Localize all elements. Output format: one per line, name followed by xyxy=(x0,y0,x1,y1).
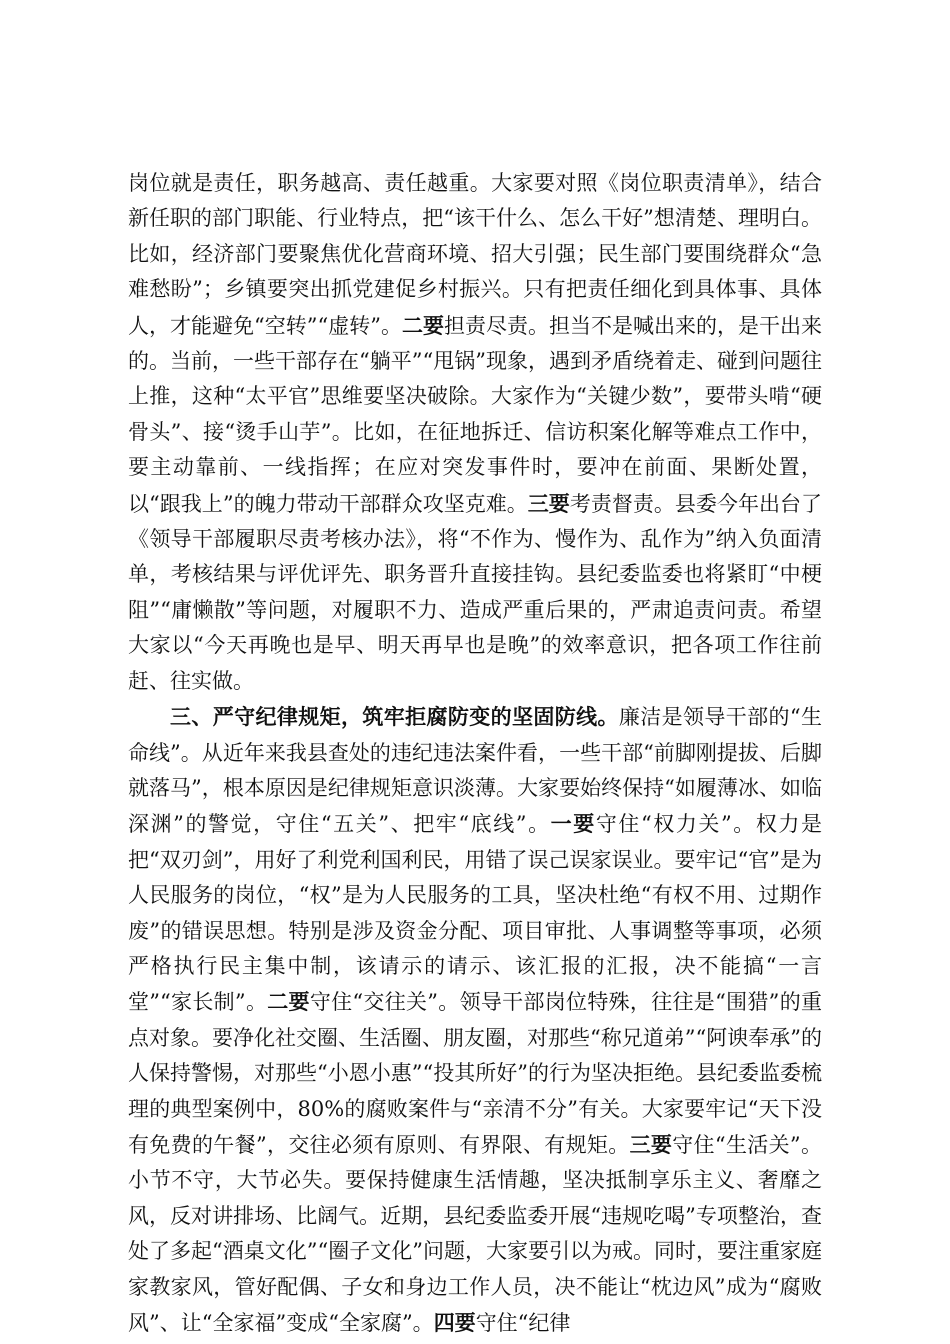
paragraph-2 xyxy=(128,699,822,1341)
paragraph-1-bold-2: 二要 xyxy=(401,312,444,338)
paragraph-1-bold-4: 三要 xyxy=(527,490,570,516)
paragraph-1-text-3: 担责尽责。担当不是喊出来的，是干出来的。当前，一些干部存在“躺平”“甩锅”现象，遇到矛盾绕着走、碰到问题往上推，这种“太平官”思维要坚决破除。大家作为“关键少数”，要带头啃“硬骨头”、接“烫手山芋”。比如，在征地拆迁、信访积案化解等难点工作中，要主动靠前、一线指挥；在应对突发事件时，要冲在前面、果断处置，以“跟我上”的魄力带动干部群众攻坚克难。 xyxy=(128,313,823,516)
paragraph-2-text-6: 守住“交往关”。领导干部岗位特殊，往往是“围猎”的重点对象。要净化社交圈、生活圈、朋友圈，对那些“称兄道弟”“阿谀奉承”的人保持警惕，对那些“小恩小惠”“投其所好”的行为坚决拒绝。县纪委监委梳理的典型案例中，80%的腐败案件与“亲清不分”有关。大家要牢记“天下没有免费的午餐”，交往必须有原则、有界限、有规矩。 xyxy=(128,990,822,1157)
paragraph-2-text-8: 守住“生活关”。小节不守，大节必失。要保持健康生活情趣，坚决抵制享乐主义、奢靡之风，反对讲排场、比阔气。近期，县纪委监委开展“违规吃喝”专项整治，查处了多起“酒桌文化”“圈子文化”问题，大家要引以为戒。同时，要注重家庭家教家风，管好配偶、子女和身边工作人员，决不能让“枕边风”成为“腐败风”、让“全家福”变成“全家腐”。 xyxy=(128,1132,822,1335)
paragraph-2-bold-9: 四要 xyxy=(433,1310,476,1335)
paragraph-2-bold-7: 三要 xyxy=(629,1131,673,1157)
paragraph-2-text-4: 守住“权力关”。权力是把“双刃剑”，用好了利党利国利民，用错了误己误家误业。要牢记“官”是为人民服务的岗位，“权”是为人民服务的工具，坚决杜绝“有权不用、过期作废”的错误思想。特别是涉及资金分配、项目审批、人事调整等事项，必须严格执行民主集中制，该请示的请示、该汇报的汇报，决不能搞“一言堂”“家长制”。 xyxy=(128,812,823,1015)
paragraph-2-bold-5: 二要 xyxy=(267,989,310,1015)
document-page xyxy=(128,166,822,1341)
paragraph-1-text-1: 岗位就是责任，职务越高、责任越重。大家要对照《岗位职责清单》，结合新任职的部门职能、行业特点，把“该干什么、怎么干好”想清楚、理明白。比如，经济部门要聚焦优化营商环境、招大引强；民生部门要围绕群众“急难愁盼”；乡镇要突出抓党建促乡村振兴。只有把责任细化到具体事、具体人，才能避免“空转”“虚转”。 xyxy=(128,171,822,338)
paragraph-2-bold-3: 一要 xyxy=(550,811,596,837)
paragraph-2-text-10: 守住“纪律 xyxy=(475,1311,571,1335)
paragraph-1-text-5: 考责督责。县委今年出台了《领导干部履职尽责考核办法》，将“不作为、慢作为、乱作为”纳入负面清单，考核结果与评优评先、职务晋升直接挂钩。县纪委监委也将紧盯“中梗阻”“庸懒散”等问题，对履职不力、造成严重后果的，严肃追责问责。希望大家以“今天再晚也是早、明天再早也是晚”的效率意识，把各项工作往前赶、往实做。 xyxy=(128,491,822,693)
paragraph-1 xyxy=(128,166,822,699)
section-heading: 三、严守纪律规矩，筑牢拒腐防变的坚固防线。 xyxy=(170,704,619,730)
paragraph-2-text-2: 廉洁是领导干部的“生命线”。从近年来我县查处的违纪违法案件看，一些干部“前脚刚提拔、后脚就落马”，根本原因是纪律规矩意识淡薄。大家要始终保持“如履薄冰、如临深渊”的警觉，守住“五关”、把牢“底线”。 xyxy=(128,705,822,837)
